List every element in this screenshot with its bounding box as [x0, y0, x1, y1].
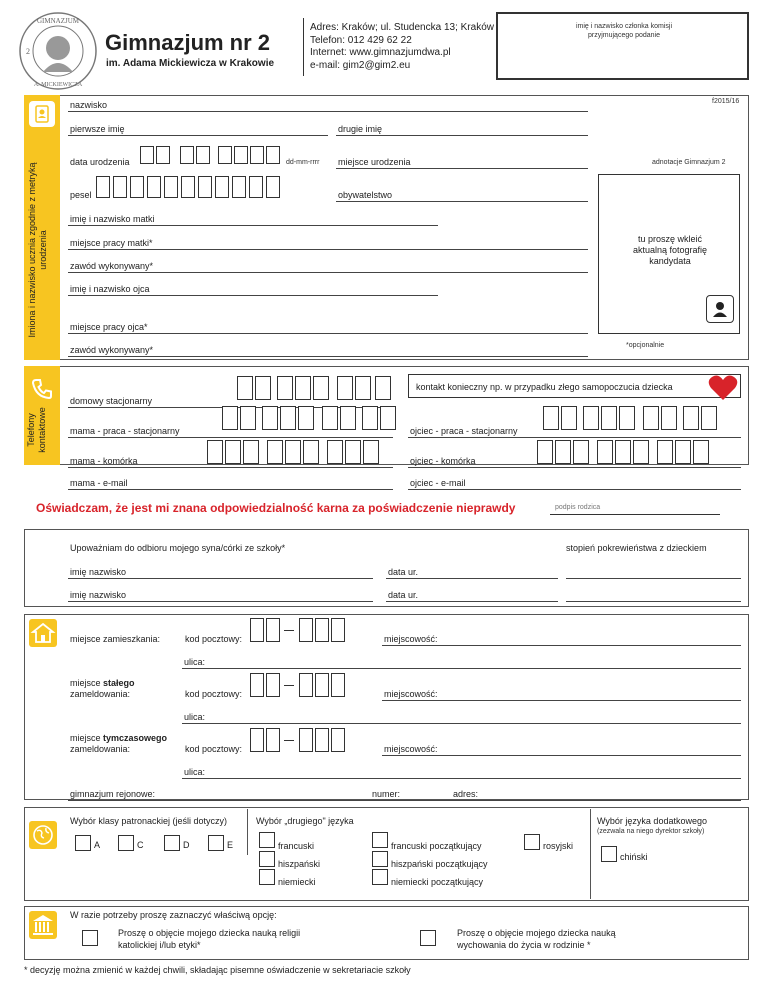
- phone-digit-box[interactable]: [243, 440, 259, 464]
- phone-digit-box[interactable]: [597, 440, 613, 464]
- phone-digit-box[interactable]: [327, 440, 343, 464]
- postal-box[interactable]: [299, 618, 313, 642]
- postal-box[interactable]: [266, 673, 280, 697]
- phone-digit-box[interactable]: [303, 440, 319, 464]
- field-mama-komorka: [68, 467, 393, 468]
- seal-text-top: GIMNAZJUM: [37, 17, 79, 25]
- auth-dob-field[interactable]: [386, 601, 558, 602]
- postal-box[interactable]: [266, 728, 280, 752]
- patron-class-label: Wybór klasy patronackiej (jeśli dotyczy): [70, 816, 227, 826]
- street-field[interactable]: [182, 778, 741, 779]
- tymczasowego-label: [70, 733, 167, 755]
- phone-digit-box[interactable]: [675, 440, 691, 464]
- label-drugie-imie: drugie imię: [338, 124, 383, 134]
- religion-title: W razie potrzeby proszę zaznaczyć właściwą opcję:: [70, 910, 277, 920]
- phone-digit-box[interactable]: [657, 440, 673, 464]
- section-authorization: [24, 529, 749, 607]
- label-pierwsze-imie: pierwsze imię: [70, 124, 125, 134]
- auth-name-label: imię nazwisko: [70, 590, 127, 600]
- field-matka[interactable]: [68, 225, 438, 226]
- field-ojciec-email[interactable]: [408, 489, 741, 490]
- postal-box[interactable]: [250, 673, 264, 697]
- field-ojciec-komorka: [408, 467, 741, 468]
- vdivider: [247, 809, 248, 855]
- field-zawod-matki[interactable]: [68, 272, 588, 273]
- address-line: Adres: Kraków; ul. Studencka 13; Kraków: [310, 22, 494, 33]
- auth-relation-field[interactable]: [566, 601, 741, 602]
- label-mama-email: mama - e-mail: [70, 478, 128, 488]
- phone-digit-box[interactable]: [643, 406, 659, 430]
- german-label: niemiecki: [278, 877, 316, 887]
- street-label: ulica:: [184, 767, 206, 777]
- phone-digit-box[interactable]: [537, 440, 553, 464]
- phone-digit-box[interactable]: [683, 406, 699, 430]
- school-name: Gimnazjum nr 2: [105, 30, 271, 55]
- phone-digit-box[interactable]: [225, 440, 241, 464]
- contact-book-icon: [29, 101, 55, 127]
- phone-digit-box[interactable]: [345, 440, 361, 464]
- label-praca-ojca: miejsce pracy ojca*: [70, 322, 148, 332]
- adnotacje-label: adnotacje Gimnazjum 2: [652, 159, 726, 166]
- city-label: miejscowość:: [384, 744, 438, 754]
- spanish-label: hiszpański: [278, 859, 321, 869]
- footer-note: * decyzję można zmienić w każdej chwili, składając pisemne oświadczenie w sekretariacie szkoły: [24, 965, 411, 975]
- label-ojciec-praca: ojciec - praca - stacjonarny: [410, 426, 518, 436]
- postal-box[interactable]: [315, 618, 329, 642]
- pesel-box[interactable]: [181, 176, 195, 198]
- german-checkbox[interactable]: [259, 869, 275, 885]
- zamieszkania-label: miejsce zamieszkania:: [70, 634, 161, 644]
- label-obywatelstwo: obywatelstwo: [338, 190, 393, 200]
- phone-digit-box[interactable]: [277, 376, 293, 400]
- pesel-box[interactable]: [215, 176, 229, 198]
- dob-box[interactable]: [180, 146, 194, 164]
- seal-text-bottom: A. MICKIEWICZA: [33, 82, 83, 88]
- religion-checkbox[interactable]: [82, 930, 98, 946]
- french-checkbox[interactable]: [259, 832, 275, 848]
- field-zawod-ojca[interactable]: [68, 356, 588, 357]
- street-field[interactable]: [182, 723, 741, 724]
- phone-digit-box[interactable]: [362, 406, 378, 430]
- spanish-checkbox[interactable]: [259, 851, 275, 867]
- vdivider: [590, 809, 591, 899]
- declaration-text: Oświadczam, że jest mi znana odpowiedzialność karna za poświadczenie nieprawdy: [36, 501, 516, 515]
- field-pierwsze-imie[interactable]: [68, 135, 328, 136]
- postal-dash: [284, 685, 294, 686]
- field-mama-praca: [68, 437, 393, 438]
- authorization-label: Upoważniam do odbioru mojego syna/córki ze szkoły*: [70, 543, 286, 553]
- label-mama-praca: mama - praca - stacjonarny: [70, 426, 180, 436]
- spanish-beginner-checkbox[interactable]: [372, 851, 388, 867]
- stalego-pre: miejsce: [70, 678, 104, 688]
- label-data-urodzenia: data urodzenia: [70, 157, 130, 167]
- wdz-label: Proszę o objęcie mojego dziecka nauką wychowania do życia w rodzinie *: [457, 928, 616, 950]
- phone-digit-box[interactable]: [322, 406, 338, 430]
- label-mama-komorka: mama - komórka: [70, 456, 138, 466]
- pesel-box[interactable]: [266, 176, 280, 198]
- phone-digit-box[interactable]: [375, 376, 391, 400]
- phone-digit-box[interactable]: [267, 440, 283, 464]
- french-beginner-label: francuski początkujący: [391, 841, 482, 851]
- wdz-checkbox[interactable]: [420, 930, 436, 946]
- phone-digit-box[interactable]: [555, 440, 571, 464]
- phone-digit-box[interactable]: [285, 440, 301, 464]
- city-field[interactable]: [382, 645, 741, 646]
- stalego-bold: stałego: [103, 678, 135, 688]
- postal-box[interactable]: [299, 673, 313, 697]
- label-nazwisko: nazwisko: [70, 100, 108, 110]
- heart-icon: [708, 374, 738, 401]
- field-praca-ojca[interactable]: [68, 333, 588, 334]
- label-matka: imię i nazwisko matki: [70, 214, 155, 224]
- field-ojciec-praca: [408, 437, 741, 438]
- postal-label: kod pocztowy:: [185, 634, 243, 644]
- optional-note: *opcjonalnie: [626, 342, 665, 349]
- label-miejsce-urodzenia: miejsce urodzenia: [338, 157, 411, 167]
- second-language-label: Wybór „drugiego" języka: [256, 816, 354, 826]
- class-e-checkbox[interactable]: [208, 835, 224, 851]
- field-obywatelstwo[interactable]: [336, 201, 588, 202]
- phone-digit-box[interactable]: [363, 440, 379, 464]
- label-ojciec: imię i nazwisko ojca: [70, 284, 150, 294]
- pesel-box[interactable]: [96, 176, 110, 198]
- pesel-box[interactable]: [147, 176, 161, 198]
- phone-digit-box[interactable]: [237, 376, 253, 400]
- class-c-label: C: [137, 840, 144, 850]
- russian-checkbox[interactable]: [524, 834, 540, 850]
- field-mama-email[interactable]: [68, 489, 393, 490]
- postal-box[interactable]: [250, 618, 264, 642]
- french-beginner-checkbox[interactable]: [372, 832, 388, 848]
- postal-box[interactable]: [331, 618, 345, 642]
- city-field[interactable]: [382, 755, 741, 756]
- dob-box[interactable]: [234, 146, 248, 164]
- numer-label: numer:: [372, 789, 401, 799]
- postal-dash: [284, 740, 294, 741]
- pesel-box[interactable]: [164, 176, 178, 198]
- auth-name-label: imię nazwisko: [70, 567, 127, 577]
- dob-box[interactable]: [156, 146, 170, 164]
- chinese-label: chiński: [620, 852, 648, 862]
- city-label: miejscowość:: [384, 634, 438, 644]
- phone-digit-box[interactable]: [561, 406, 577, 430]
- side-label-student: Imiona i nazwisko ucznia zgodnie z metryką urodzenia: [27, 162, 48, 338]
- street-label: ulica:: [184, 657, 206, 667]
- phone-digit-box[interactable]: [380, 406, 396, 430]
- school-subtitle: im. Adama Mickiewicza w Krakowie: [106, 58, 275, 69]
- urgent-contact-label: kontakt konieczny np. w przypadku złego samopoczucia dziecka: [416, 382, 673, 392]
- label-domowy: domowy stacjonarny: [70, 396, 153, 406]
- spanish-beginner-label: hiszpański początkujący: [391, 859, 488, 869]
- label-ojciec-email: ojciec - e-mail: [410, 478, 466, 488]
- field-ojciec[interactable]: [68, 295, 438, 296]
- pesel-box[interactable]: [232, 176, 246, 198]
- phone-digit-box[interactable]: [340, 406, 356, 430]
- postal-box[interactable]: [331, 728, 345, 752]
- phone-digit-box[interactable]: [255, 376, 271, 400]
- french-label: francuski: [278, 841, 315, 851]
- label-pesel: pesel: [70, 190, 92, 200]
- postal-box[interactable]: [331, 673, 345, 697]
- tymczasowego-bold: tymczasowego: [103, 733, 168, 743]
- class-a-checkbox[interactable]: [75, 835, 91, 851]
- dob-box[interactable]: [266, 146, 280, 164]
- phone-digit-box[interactable]: [543, 406, 559, 430]
- dob-box[interactable]: [140, 146, 154, 164]
- class-e-label: E: [227, 840, 234, 850]
- header-divider: [303, 18, 304, 76]
- city-label: miejscowość:: [384, 689, 438, 699]
- label-zawod-matki: zawód wykonywany*: [70, 261, 154, 271]
- committee-label: imię i nazwisko członka komisji przyjmującego podanie: [575, 23, 673, 39]
- internet-line: Internet: www.gimnazjumdwa.pl: [310, 47, 451, 58]
- signature-label: podpis rodzica: [555, 504, 601, 511]
- phone-digit-box[interactable]: [633, 440, 649, 464]
- auth-relation-field[interactable]: [566, 578, 741, 579]
- school-seal: [17, 10, 99, 92]
- phone-digit-box[interactable]: [240, 406, 256, 430]
- auth-dob-label: data ur.: [388, 567, 419, 577]
- german-beginner-checkbox[interactable]: [372, 869, 388, 885]
- auth-dob-field[interactable]: [386, 578, 558, 579]
- postal-box[interactable]: [315, 728, 329, 752]
- postal-label: kod pocztowy:: [185, 744, 243, 754]
- tymczasowego-pre: miejsce: [70, 733, 104, 743]
- phone-digit-box[interactable]: [693, 440, 709, 464]
- home-icon: [28, 618, 58, 648]
- class-a-label: A: [94, 840, 101, 850]
- class-c-checkbox[interactable]: [118, 835, 134, 851]
- signature-field[interactable]: [550, 514, 720, 515]
- field-nazwisko[interactable]: [68, 111, 588, 112]
- stalego-label: [70, 678, 135, 700]
- label-praca-matki: miejsce pracy matki*: [70, 238, 153, 248]
- pesel-box[interactable]: [130, 176, 144, 198]
- label-zawod-ojca: zawód wykonywany*: [70, 345, 154, 355]
- phone-digit-box[interactable]: [298, 406, 314, 430]
- street-field[interactable]: [182, 668, 741, 669]
- phone-digit-box[interactable]: [573, 440, 589, 464]
- phone-icon: [29, 376, 55, 402]
- seal-number: 2: [26, 47, 30, 56]
- extra-language-label: Wybór języka dodatkowego: [597, 816, 707, 826]
- class-d-label: D: [183, 840, 190, 850]
- phone-digit-box[interactable]: [701, 406, 717, 430]
- religion-label: Proszę o objęcie mojego dziecka nauką religii katolickiej i/lub etyki*: [118, 928, 301, 950]
- phone-digit-box[interactable]: [583, 406, 599, 430]
- extra-language-note: (zezwala na niego dyrektor szkoły): [597, 828, 705, 835]
- class-d-checkbox[interactable]: [164, 835, 180, 851]
- dob-box[interactable]: [250, 146, 264, 164]
- pesel-box[interactable]: [249, 176, 263, 198]
- phone-digit-box[interactable]: [355, 376, 371, 400]
- postal-dash: [284, 630, 294, 631]
- phone-digit-box[interactable]: [295, 376, 311, 400]
- phone-digit-box[interactable]: [619, 406, 635, 430]
- person-icon: [706, 295, 734, 323]
- globe-icon: [28, 820, 58, 850]
- phone-digit-box[interactable]: [222, 406, 238, 430]
- phone-digit-box[interactable]: [207, 440, 223, 464]
- phone-digit-box[interactable]: [280, 406, 296, 430]
- auth-name-field[interactable]: [68, 601, 373, 602]
- photo-instruction: tu proszę wkleić aktualną fotografię kandydata: [632, 234, 708, 266]
- label-ojciec-komorka: ojciec - komórka: [410, 456, 476, 466]
- phone-digit-box[interactable]: [601, 406, 617, 430]
- phone-digit-box[interactable]: [337, 376, 353, 400]
- postal-box[interactable]: [266, 618, 280, 642]
- phone-digit-box[interactable]: [661, 406, 677, 430]
- pesel-box[interactable]: [113, 176, 127, 198]
- side-label-phones: Telefony kontaktowe: [26, 407, 47, 453]
- tymczasowego-post: zameldowania:: [70, 744, 131, 754]
- stalego-post: zameldowania:: [70, 689, 131, 699]
- auth-dob-label: data ur.: [388, 590, 419, 600]
- phone-digit-box[interactable]: [615, 440, 631, 464]
- school-address: [310, 22, 494, 72]
- dob-box[interactable]: [218, 146, 232, 164]
- postal-label: kod pocztowy:: [185, 689, 243, 699]
- date-format-hint: dd-mm-rrrr: [286, 159, 320, 166]
- russian-label: rosyjski: [543, 841, 574, 851]
- phone-digit-box[interactable]: [313, 376, 329, 400]
- rejonowe-label: gimnazjum rejonowe:: [70, 789, 156, 799]
- email-line: e-mail: gim2@gim2.eu: [310, 59, 411, 71]
- field-drugie-imie[interactable]: [336, 135, 588, 136]
- auth-name-field[interactable]: [68, 578, 373, 579]
- rejonowe-field[interactable]: [68, 800, 741, 801]
- building-icon: [28, 910, 58, 940]
- pesel-box[interactable]: [198, 176, 212, 198]
- adres-label: adres:: [453, 789, 479, 799]
- postal-box[interactable]: [299, 728, 313, 752]
- form-code: f2015/16: [712, 98, 740, 105]
- german-beginner-label: niemiecki początkujący: [391, 877, 484, 887]
- street-label: ulica:: [184, 712, 206, 722]
- phone-line: Telefon: 012 429 62 22: [310, 34, 412, 46]
- dob-box[interactable]: [196, 146, 210, 164]
- phone-digit-box[interactable]: [262, 406, 278, 430]
- chinese-checkbox[interactable]: [601, 846, 617, 862]
- postal-box[interactable]: [315, 673, 329, 697]
- relationship-label: stopień pokrewieństwa z dzieckiem: [566, 543, 707, 553]
- field-praca-matki[interactable]: [68, 249, 588, 250]
- field-miejsce-urodzenia[interactable]: [336, 168, 588, 169]
- postal-box[interactable]: [250, 728, 264, 752]
- city-field[interactable]: [382, 700, 741, 701]
